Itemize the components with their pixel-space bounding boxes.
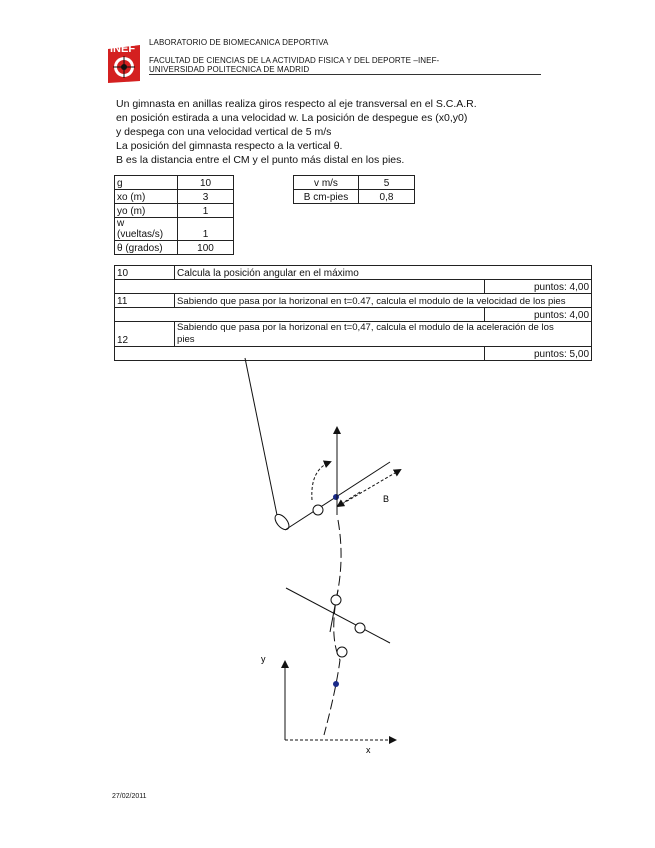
question-number: 12 [115, 322, 175, 347]
param-label: yo (m) [115, 204, 178, 218]
cm-marker [333, 494, 339, 500]
param-value: 1 [178, 218, 234, 241]
faculty-title: FACULTAD DE CIENCIAS DE LA ACTIVIDAD FISICA Y DEL DEPORTE –INEF- [149, 56, 440, 65]
question-points: puntos: 4,00 [485, 308, 592, 322]
question-text: Calcula la posición angular en el máximo [175, 266, 592, 280]
param-value: 100 [178, 241, 234, 255]
question-points: puntos: 5,00 [485, 347, 592, 361]
lab-title: LABORATORIO DE BIOMECANICA DEPORTIVA [149, 38, 329, 47]
intro-line: en posición estirada a una velocidad w. La posición de despegue es (x0,y0) [116, 112, 468, 124]
ring [272, 512, 291, 532]
param-value: 0,8 [359, 190, 415, 204]
param-value: 3 [178, 190, 234, 204]
question-text-line: pies [177, 334, 195, 345]
joint-marker [331, 595, 341, 605]
joint-marker [313, 505, 323, 515]
rotation-arc [312, 462, 330, 500]
label-b: B [383, 494, 390, 504]
cm-marker [333, 681, 339, 687]
university-title: UNIVERSIDAD POLITECNICA DE MADRID [149, 65, 310, 74]
joint-marker [355, 623, 365, 633]
question-number: 11 [115, 294, 175, 308]
param-label: g [115, 176, 178, 190]
param-label-line: (vueltas/s) [117, 229, 164, 240]
param-label: θ (grados) [115, 241, 178, 255]
param-label-line: w [117, 218, 125, 229]
intro-line: La posición del gimnasta respecto a la vertical θ. [116, 140, 343, 152]
param-value: 5 [359, 176, 415, 190]
ring-cable [245, 358, 277, 515]
param-value: 10 [178, 176, 234, 190]
trajectory [324, 520, 341, 735]
param-label: B cm-pies [294, 190, 359, 204]
question-text-line: Sabiendo que pasa por la horizonal en t=0,47, calcula el modulo de la aceleración de los [177, 322, 554, 333]
joint-marker [337, 647, 347, 657]
question-text: Sabiendo que pasa por la horizonal en t=0.47, calcula el modulo de la velocidad de los pies [175, 294, 592, 308]
intro-line: B es la distancia entre el CM y el punto más distal en los pies. [116, 154, 405, 166]
param-label: xo (m) [115, 190, 178, 204]
intro-line: Un gimnasta en anillas realiza giros respecto al eje transversal en el S.C.A.R. [116, 98, 477, 110]
footer-date: 27/02/2011 [112, 793, 147, 800]
param-value: 1 [178, 204, 234, 218]
label-y: y [261, 654, 266, 664]
logo-text: INEF [110, 43, 136, 55]
intro-line: y despega con una velocidad vertical de 5 m/s [116, 126, 332, 138]
label-x: x [366, 745, 371, 755]
question-number: 10 [115, 266, 175, 280]
question-points: puntos: 4,00 [485, 280, 592, 294]
param-label: v m/s [294, 176, 359, 190]
